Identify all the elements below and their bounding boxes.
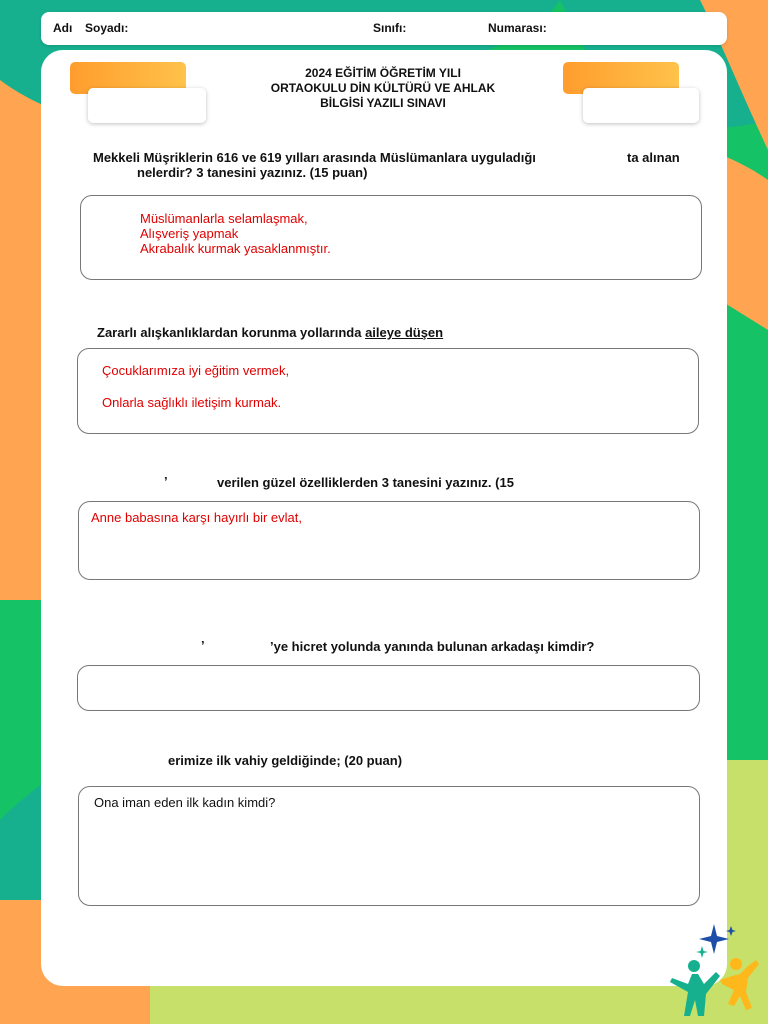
question-4-text: ’ye hicret yolunda yanında bulunan arkadaşı kimdir? xyxy=(270,639,595,654)
question-2-plain: Zararlı alışkanlıklardan korunma yollarında xyxy=(97,325,366,340)
name-label: Adı xyxy=(53,21,73,35)
number-label: Numarası: xyxy=(488,21,547,35)
title-line-2: ORTAOKULU DİN KÜLTÜRÜ VE AHLAK xyxy=(270,81,496,95)
small-star-icon xyxy=(726,926,736,936)
answer-3-line-1: Anne babasına karşı hayırlı bir evlat, xyxy=(91,510,303,525)
child-head-yellow xyxy=(730,958,742,970)
question-1-line-1a: Mekkeli Müşriklerin 616 ve 619 yılları arasında Müslümanlara uyguladığı xyxy=(93,150,536,165)
answer-2-line-1: Çocuklarımıza iyi eğitim vermek, xyxy=(102,363,290,378)
question-3-text: verilen güzel özelliklerden 3 tanesini yazınız. (15 xyxy=(217,475,514,490)
question-2-text xyxy=(97,325,443,341)
left-white-tab xyxy=(88,88,206,123)
question-1-line-1b: ta alınan xyxy=(627,150,680,165)
answer-box-4[interactable] xyxy=(77,665,700,711)
answer-2-line-2: Onlarla sağlıklı iletişim kurmak. xyxy=(102,395,282,410)
kids-stars-decoration xyxy=(664,920,768,1024)
answer-box-2[interactable] xyxy=(77,348,699,434)
question-5-text: erimize ilk vahiy geldiğinde; (20 puan) xyxy=(168,753,403,768)
title-line-3: BİLGİSİ YAZILI SINAVI xyxy=(320,96,446,110)
sparkle-icon xyxy=(696,946,708,958)
child-head-green xyxy=(688,960,700,972)
question-4-mark: ’ xyxy=(201,638,205,653)
child-body-green xyxy=(670,972,720,1016)
surname-label: Soyadı: xyxy=(85,21,129,35)
question-2-underlined: aileye düşen xyxy=(365,325,444,340)
star-icon xyxy=(699,924,729,954)
question-1-line-2: nelerdir? 3 tanesini yazınız. (15 puan) xyxy=(137,165,368,180)
question-3-mark: ’ xyxy=(164,474,168,489)
title-line-1: 2024 EĞİTİM ÖĞRETİM YILI xyxy=(305,66,461,80)
right-white-tab xyxy=(583,88,699,123)
answer-1-line-2: Alışveriş yapmak xyxy=(140,226,239,241)
answer-5-line-1: Ona iman eden ilk kadın kimdi? xyxy=(94,795,276,810)
exam-title xyxy=(230,66,536,111)
student-info-bar xyxy=(41,12,727,45)
answer-1-line-1: Müslümanlarla selamlaşmak, xyxy=(140,211,308,226)
class-label: Sınıfı: xyxy=(373,21,407,35)
answer-1-line-3: Akrabalık kurmak yasaklanmıştır. xyxy=(140,241,331,256)
